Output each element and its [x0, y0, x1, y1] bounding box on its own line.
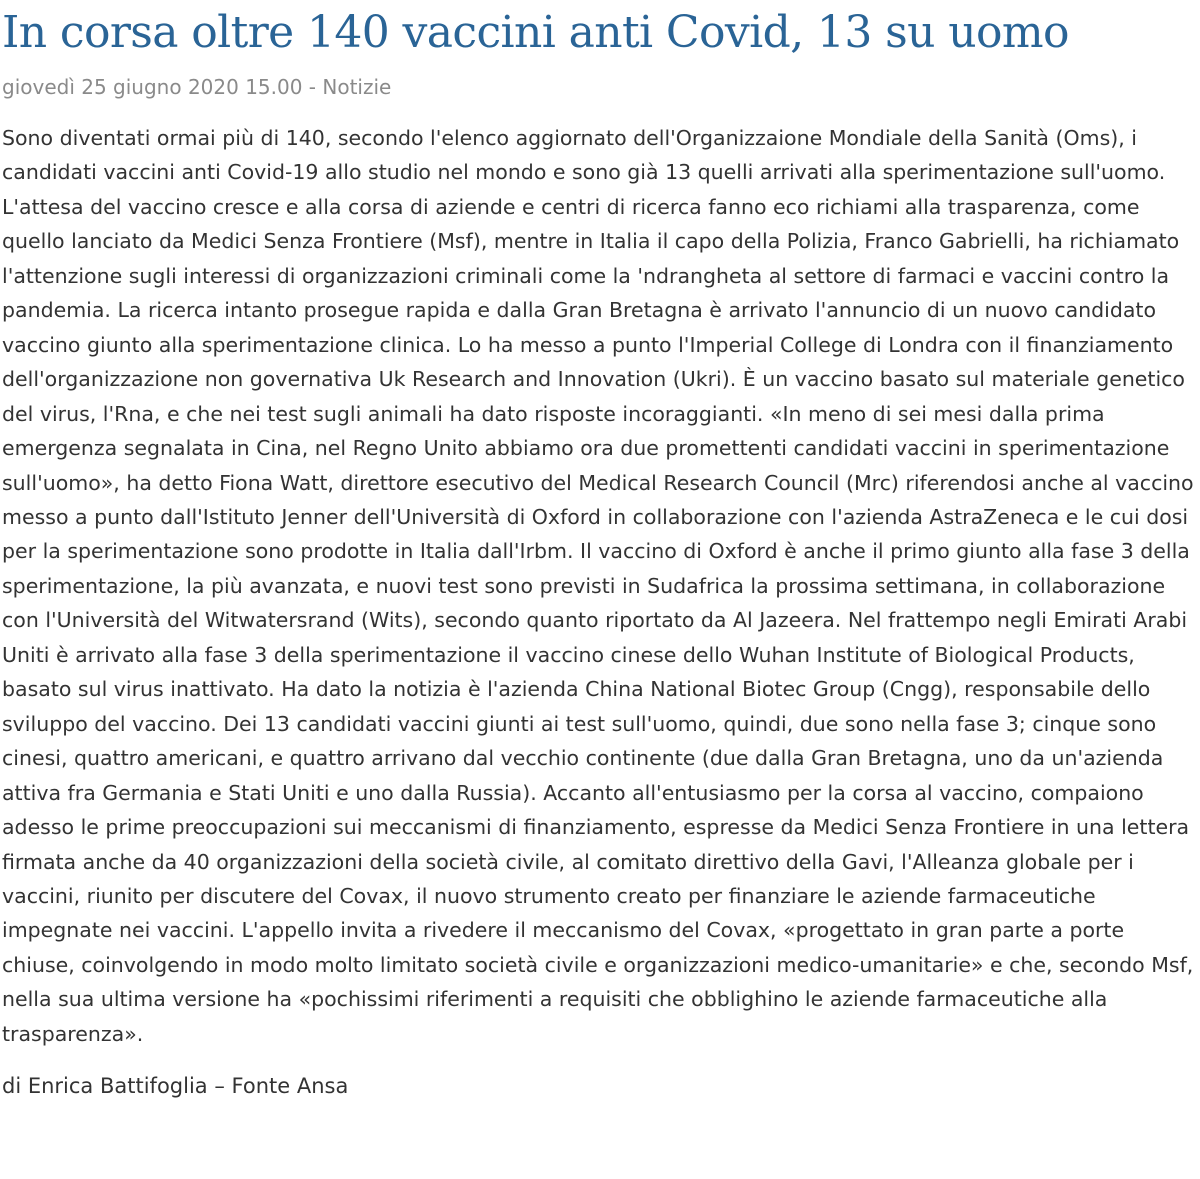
article [2, 0, 1198, 1101]
article-byline: di Enrica Battifoglia – Fonte Ansa [2, 1074, 349, 1099]
article-body: Sono diventati ormai più di 140, secondo l'elenco aggiornato dell'Organizzaione Mondiale della Sanità (Oms), i candidati vaccini anti Covid-19 allo studio nel mondo e sono già 13 quelli arrivati alla sperimentazione sull'uomo. L'attesa del vaccino cresce e alla corsa di aziende e centri di ricerca fanno eco richiami alla trasparenza, come quello lanciato da Medici Senza Frontiere (Msf), mentre in Italia il capo della Polizia, Franco Gabrielli, ha richiamato l'attenzione sugli interessi di organizzazioni criminali come la 'ndrangheta al settore di farmaci e vaccini contro la pandemia. La ricerca intanto prosegue rapida e dalla Gran Bretagna è arrivato l'annuncio di un nuovo candidato vaccino giunto alla sperimentazione clinica. Lo ha messo a punto l'Imperial College di Londra con il finanziamento dell'organizzazione non governativa Uk Research and Innovation (Ukri). È un vaccino basato sul materiale genetico del virus, l'Rna, e che nei test sugli animali ha dato risposte incoraggianti. «In meno di sei mesi dalla prima emergenza segnalata in Cina, nel Regno Unito abbiamo ora due promettenti candidati vaccini in sperimentazione sull'uomo», ha detto Fiona Watt, direttore esecutivo del Medical Research Council (Mrc) riferendosi anche al vaccino messo a punto dall'Istituto Jenner dell'Università di Oxford in collaborazione con l'azienda AstraZeneca e le cui dosi per la sperimentazione sono prodotte in Italia dall'Irbm. Il vaccino di Oxford è anche il primo giunto alla fase 3 della sperimentazione, la più avanzata, e nuovi test sono previsti in Sudafrica la prossima settimana, in collaborazione con l'Università del Witwatersrand (Wits), secondo quanto riportato da Al Jazeera. Nel frattempo negli Emirati Arabi Uniti è arrivato alla fase 3 della sperimentazione il vaccino cinese dello Wuhan Institute of Biological Products, basato sul virus inattivato. Ha dato la notizia è l'azienda China National Biotec Group (Cngg), responsabile dello sviluppo del vaccino. Dei 13 candidati vaccini giunti ai test sull'uomo, quindi, due sono nella fase 3; cinque sono cinesi, quattro americani, e quattro arrivano dal vecchio continente (due dalla Gran Bretagna, uno da un'azienda attiva fra Germania e Stati Uniti e uno dalla Russia). Accanto all'entusiasmo per la corsa al vaccino, compaiono adesso le prime preoccupazioni sui meccanismi di finanziamento, espresse da Medici Senza Frontiere in una lettera firmata anche da 40 organizzazioni della società civile, al comitato direttivo della Gavi, l'Alleanza globale per i vaccini, riunito per discutere del Covax, il nuovo strumento creato per finanziare le aziende farmaceutiche impegnate nei vaccini. L'appello invita a rivedere il meccanismo del Covax, «progettato in gran parte a porte chiuse, coinvolgendo in modo molto limitato società civile e organizzazioni medico-umanitarie» e che, secondo Msf, nella sua ultima versione ha «pochissimi riferimenti a requisiti che obblighino le aziende farmaceutiche alla trasparenza». [2, 126, 1194, 1046]
article-title: In corsa oltre 140 vaccini anti Covid, 13 su uomo [2, 7, 1069, 58]
article-date-category: giovedì 25 giugno 2020 15.00 - Notizie [2, 75, 392, 99]
